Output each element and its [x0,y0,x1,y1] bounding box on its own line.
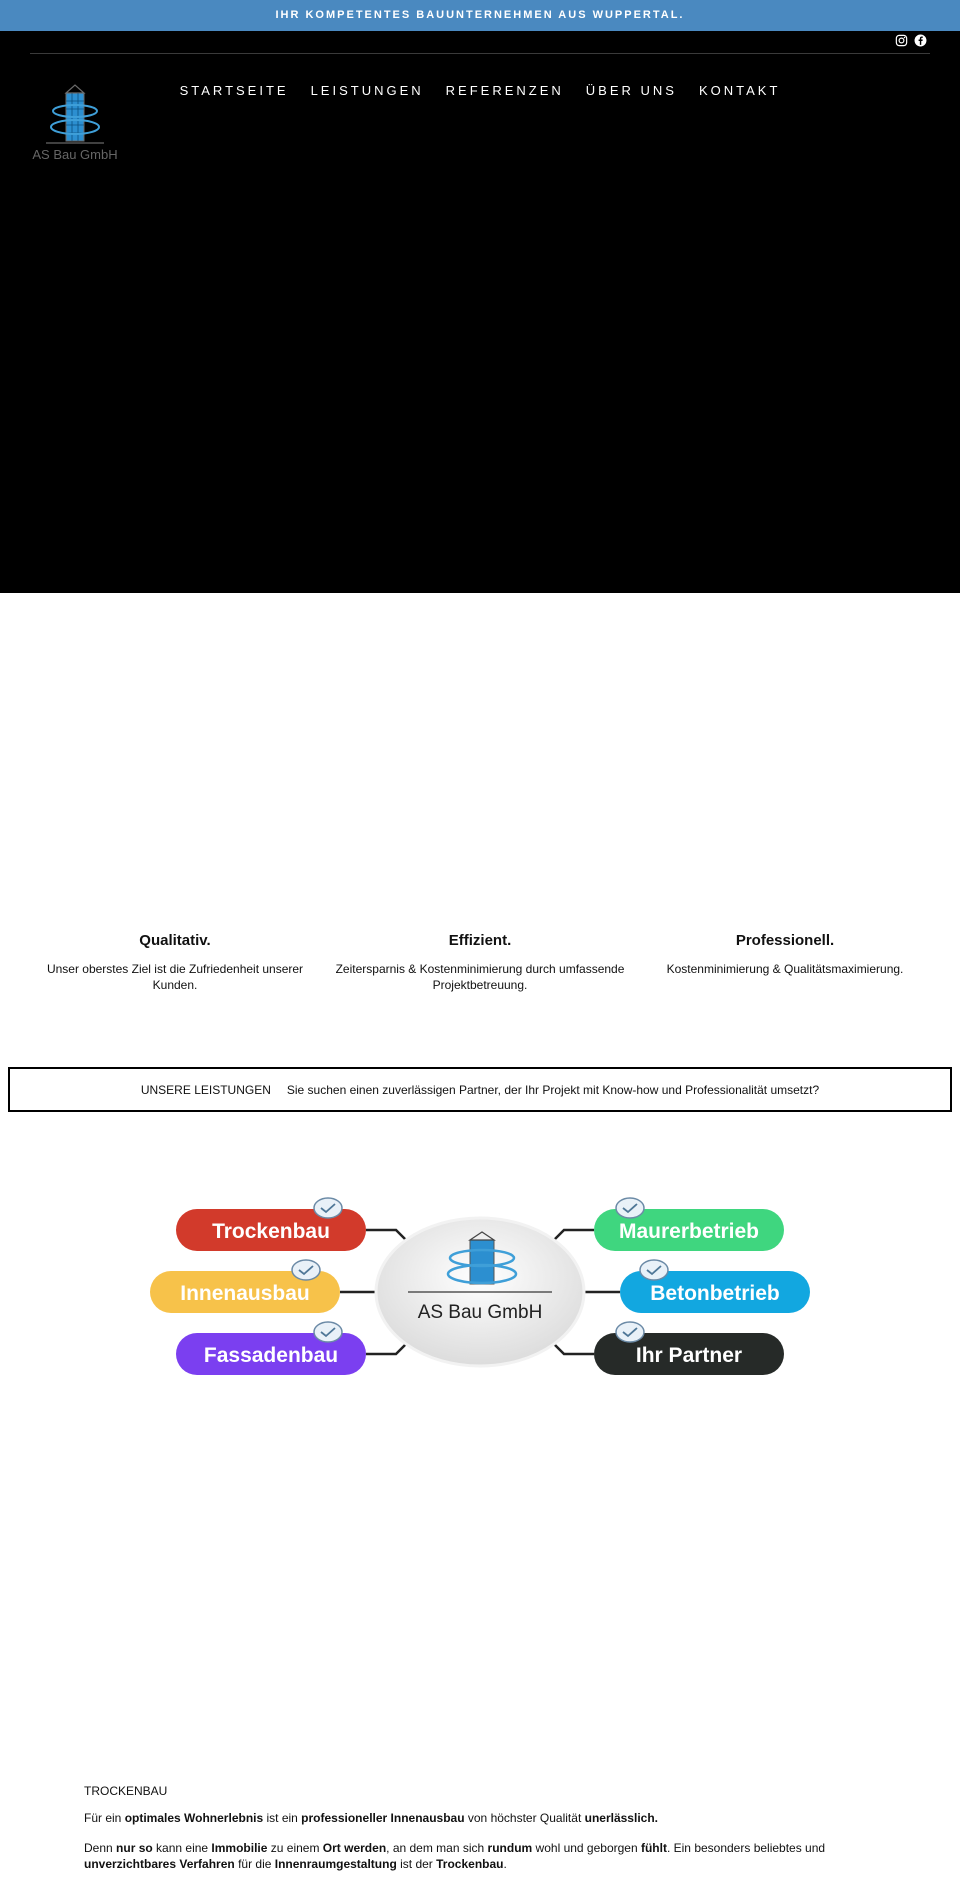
logo-text: AS Bau GmbH [32,147,118,162]
paragraph-2 [84,1840,884,1872]
check-icon [314,1322,342,1342]
bold-text: unerlässlich. [584,1811,658,1825]
bold-text: unverzichtbares Verfahren [84,1857,235,1871]
bold-text: Ort werden [322,1841,387,1855]
main-navigation [0,83,960,99]
bold-text: professioneller Innenausbau [301,1811,465,1825]
top-announcement-bar [0,0,960,31]
pill-label: Fassadenbau [203,1344,339,1367]
services-banner-text: Sie suchen einen zuverlässigen Partner, der Ihr Projekt mit Know-how und Professionalität umsetzt? [286,1082,820,1097]
hero-section [0,31,960,593]
check-icon [314,1198,342,1218]
trockenbau-section [84,1783,884,1886]
bold-text: rundum [487,1841,533,1855]
services-infographic [140,1190,820,1380]
text-run: kann eine [152,1841,212,1855]
text-run: . Ein besonders beliebtes und [666,1841,826,1855]
text-run: Für ein [84,1811,125,1825]
feature-text: Kostenminimierung & Qualitätsmaximierung. [666,962,904,976]
feature-effizient [330,932,630,993]
social-links [895,34,927,47]
announcement-text: IHR KOMPETENTES BAUUNTERNEHMEN AUS WUPPERTAL. [275,9,685,21]
pill-label: Betonbetrieb [650,1282,780,1305]
nav-ueber-uns[interactable]: ÜBER UNS [585,83,677,98]
nav-referenzen[interactable]: REFERENZEN [445,83,564,98]
pill-fassadenbau [176,1322,366,1375]
pill-trockenbau [176,1198,366,1251]
feature-text: Unser oberstes Ziel ist die Zufriedenheit unserer Kunden. [46,962,304,992]
infographic-center-label: AS Bau GmbH [417,1302,543,1323]
text-run: ist der [396,1857,437,1871]
check-icon [616,1322,644,1342]
pill-label: Trockenbau [212,1220,330,1243]
check-icon [640,1260,668,1280]
text-run: . [503,1857,507,1871]
nav-leistungen[interactable]: LEISTUNGEN [310,83,424,98]
check-icon [292,1260,320,1280]
feature-title: Qualitativ. [139,932,211,949]
pill-label: Innenausbau [180,1282,310,1305]
features-section [25,932,935,993]
pill-label: Maurerbetrieb [618,1220,760,1243]
text-run: , an dem man sich [386,1841,488,1855]
bold-text: Innenraumgestaltung [274,1857,397,1871]
text-run: wohl und geborgen [532,1841,641,1855]
feature-text: Zeitersparnis & Kostenminimierung durch umfassende Projektbetreuung. [335,962,625,992]
services-banner-title: UNSERE LEISTUNGEN [140,1082,271,1097]
facebook-icon[interactable] [914,34,927,47]
feature-title: Effizient. [448,932,512,949]
feature-qualitativ [25,932,325,993]
text-run: Denn [84,1841,117,1855]
header-divider [30,53,930,54]
pill-betonbetrieb [620,1260,810,1313]
section-heading: TROCKENBAU [84,1784,168,1798]
text-run: ist ein [263,1811,302,1825]
bold-text: optimales Wohnerlebnis [124,1811,264,1825]
text-run: von höchster Qualität [464,1811,585,1825]
check-icon [616,1198,644,1218]
pill-ihr-partner [594,1322,784,1375]
bold-text: nur so [116,1841,153,1855]
text-run: für die [234,1857,275,1871]
pill-maurerbetrieb [594,1198,784,1251]
pill-innenausbau [150,1260,340,1313]
bold-text: Trockenbau [436,1857,504,1871]
nav-startseite[interactable]: STARTSEITE [179,83,289,98]
bold-text: fühlt [640,1841,667,1855]
feature-professionell [635,932,935,993]
bold-text: Immobilie [211,1841,268,1855]
text-run: zu einem [267,1841,323,1855]
feature-title: Professionell. [735,932,835,949]
nav-kontakt[interactable]: KONTAKT [698,83,781,98]
paragraph-1 [84,1810,884,1826]
instagram-icon[interactable] [895,34,908,47]
services-banner [8,1067,952,1112]
pill-label: Ihr Partner [635,1344,743,1367]
